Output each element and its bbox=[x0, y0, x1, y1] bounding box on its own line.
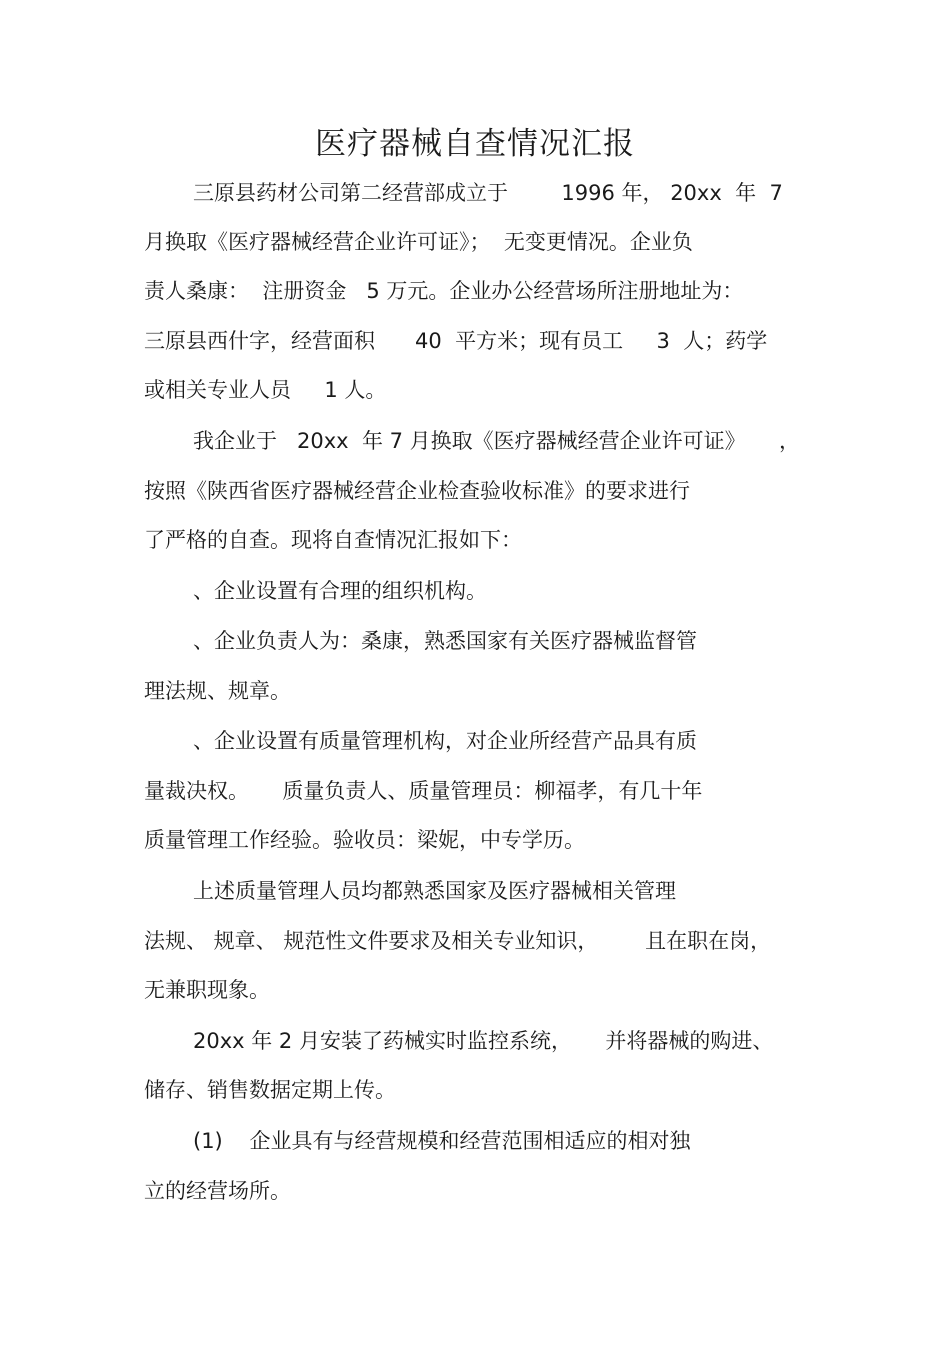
list-item-line: (1) 企业具有与经营规模和经营范围相适应的相对独 bbox=[193, 1129, 691, 1153]
paragraph-line: 上述质量管理人员均都熟悉国家及医疗器械相关管理 bbox=[193, 879, 676, 903]
paragraph-line: 我企业于 20xx 年 7 月换取《医疗器械经营企业许可证》 ， bbox=[193, 429, 801, 453]
paragraph-line: 质量管理工作经验。验收员：梁妮，中专学历。 bbox=[144, 828, 585, 852]
paragraph-line: 无兼职现象。 bbox=[144, 978, 270, 1002]
paragraph-line: 按照《陕西省医疗器械经营企业检查验收标准》的要求进行 bbox=[144, 479, 690, 503]
paragraph-line: 量裁决权。 质量负责人、质量管理员：柳福孝，有几十年 bbox=[144, 779, 703, 803]
paragraph-line: 了严格的自查。现将自查情况汇报如下： bbox=[144, 528, 522, 552]
paragraph-line: 三原县西什字，经营面积 40 平方米；现有员工 3 人；药学 bbox=[144, 329, 768, 353]
document-title: 医疗器械自查情况汇报 bbox=[315, 126, 635, 162]
list-item-line: 、企业负责人为：桑康，熟悉国家有关医疗器械监督管 bbox=[193, 629, 697, 653]
paragraph-line: 月换取《医疗器械经营企业许可证》； 无变更情况。企业负 bbox=[144, 230, 693, 254]
paragraph-line: 法规、 规章、 规范性文件要求及相关专业知识， 且在职在岗， bbox=[144, 929, 772, 953]
paragraph-line: 三原县药材公司第二经营部成立于 1996 年， 20xx 年 7 bbox=[193, 181, 783, 205]
paragraph-line: 立的经营场所。 bbox=[144, 1179, 291, 1203]
paragraph-line: 20xx 年 2 月安装了药械实时监控系统， 并将器械的购进、 bbox=[193, 1029, 774, 1053]
paragraph-line: 储存、销售数据定期上传。 bbox=[144, 1078, 396, 1102]
paragraph-line: 理法规、规章。 bbox=[144, 679, 291, 703]
paragraph-line: 或相关专业人员 1 人。 bbox=[144, 378, 387, 402]
list-item-line: 、企业设置有质量管理机构，对企业所经营产品具有质 bbox=[193, 729, 697, 753]
list-item-line: 、企业设置有合理的组织机构。 bbox=[193, 579, 487, 603]
paragraph-line: 责人桑康： 注册资金 5 万元。企业办公经营场所注册地址为： bbox=[144, 279, 744, 303]
